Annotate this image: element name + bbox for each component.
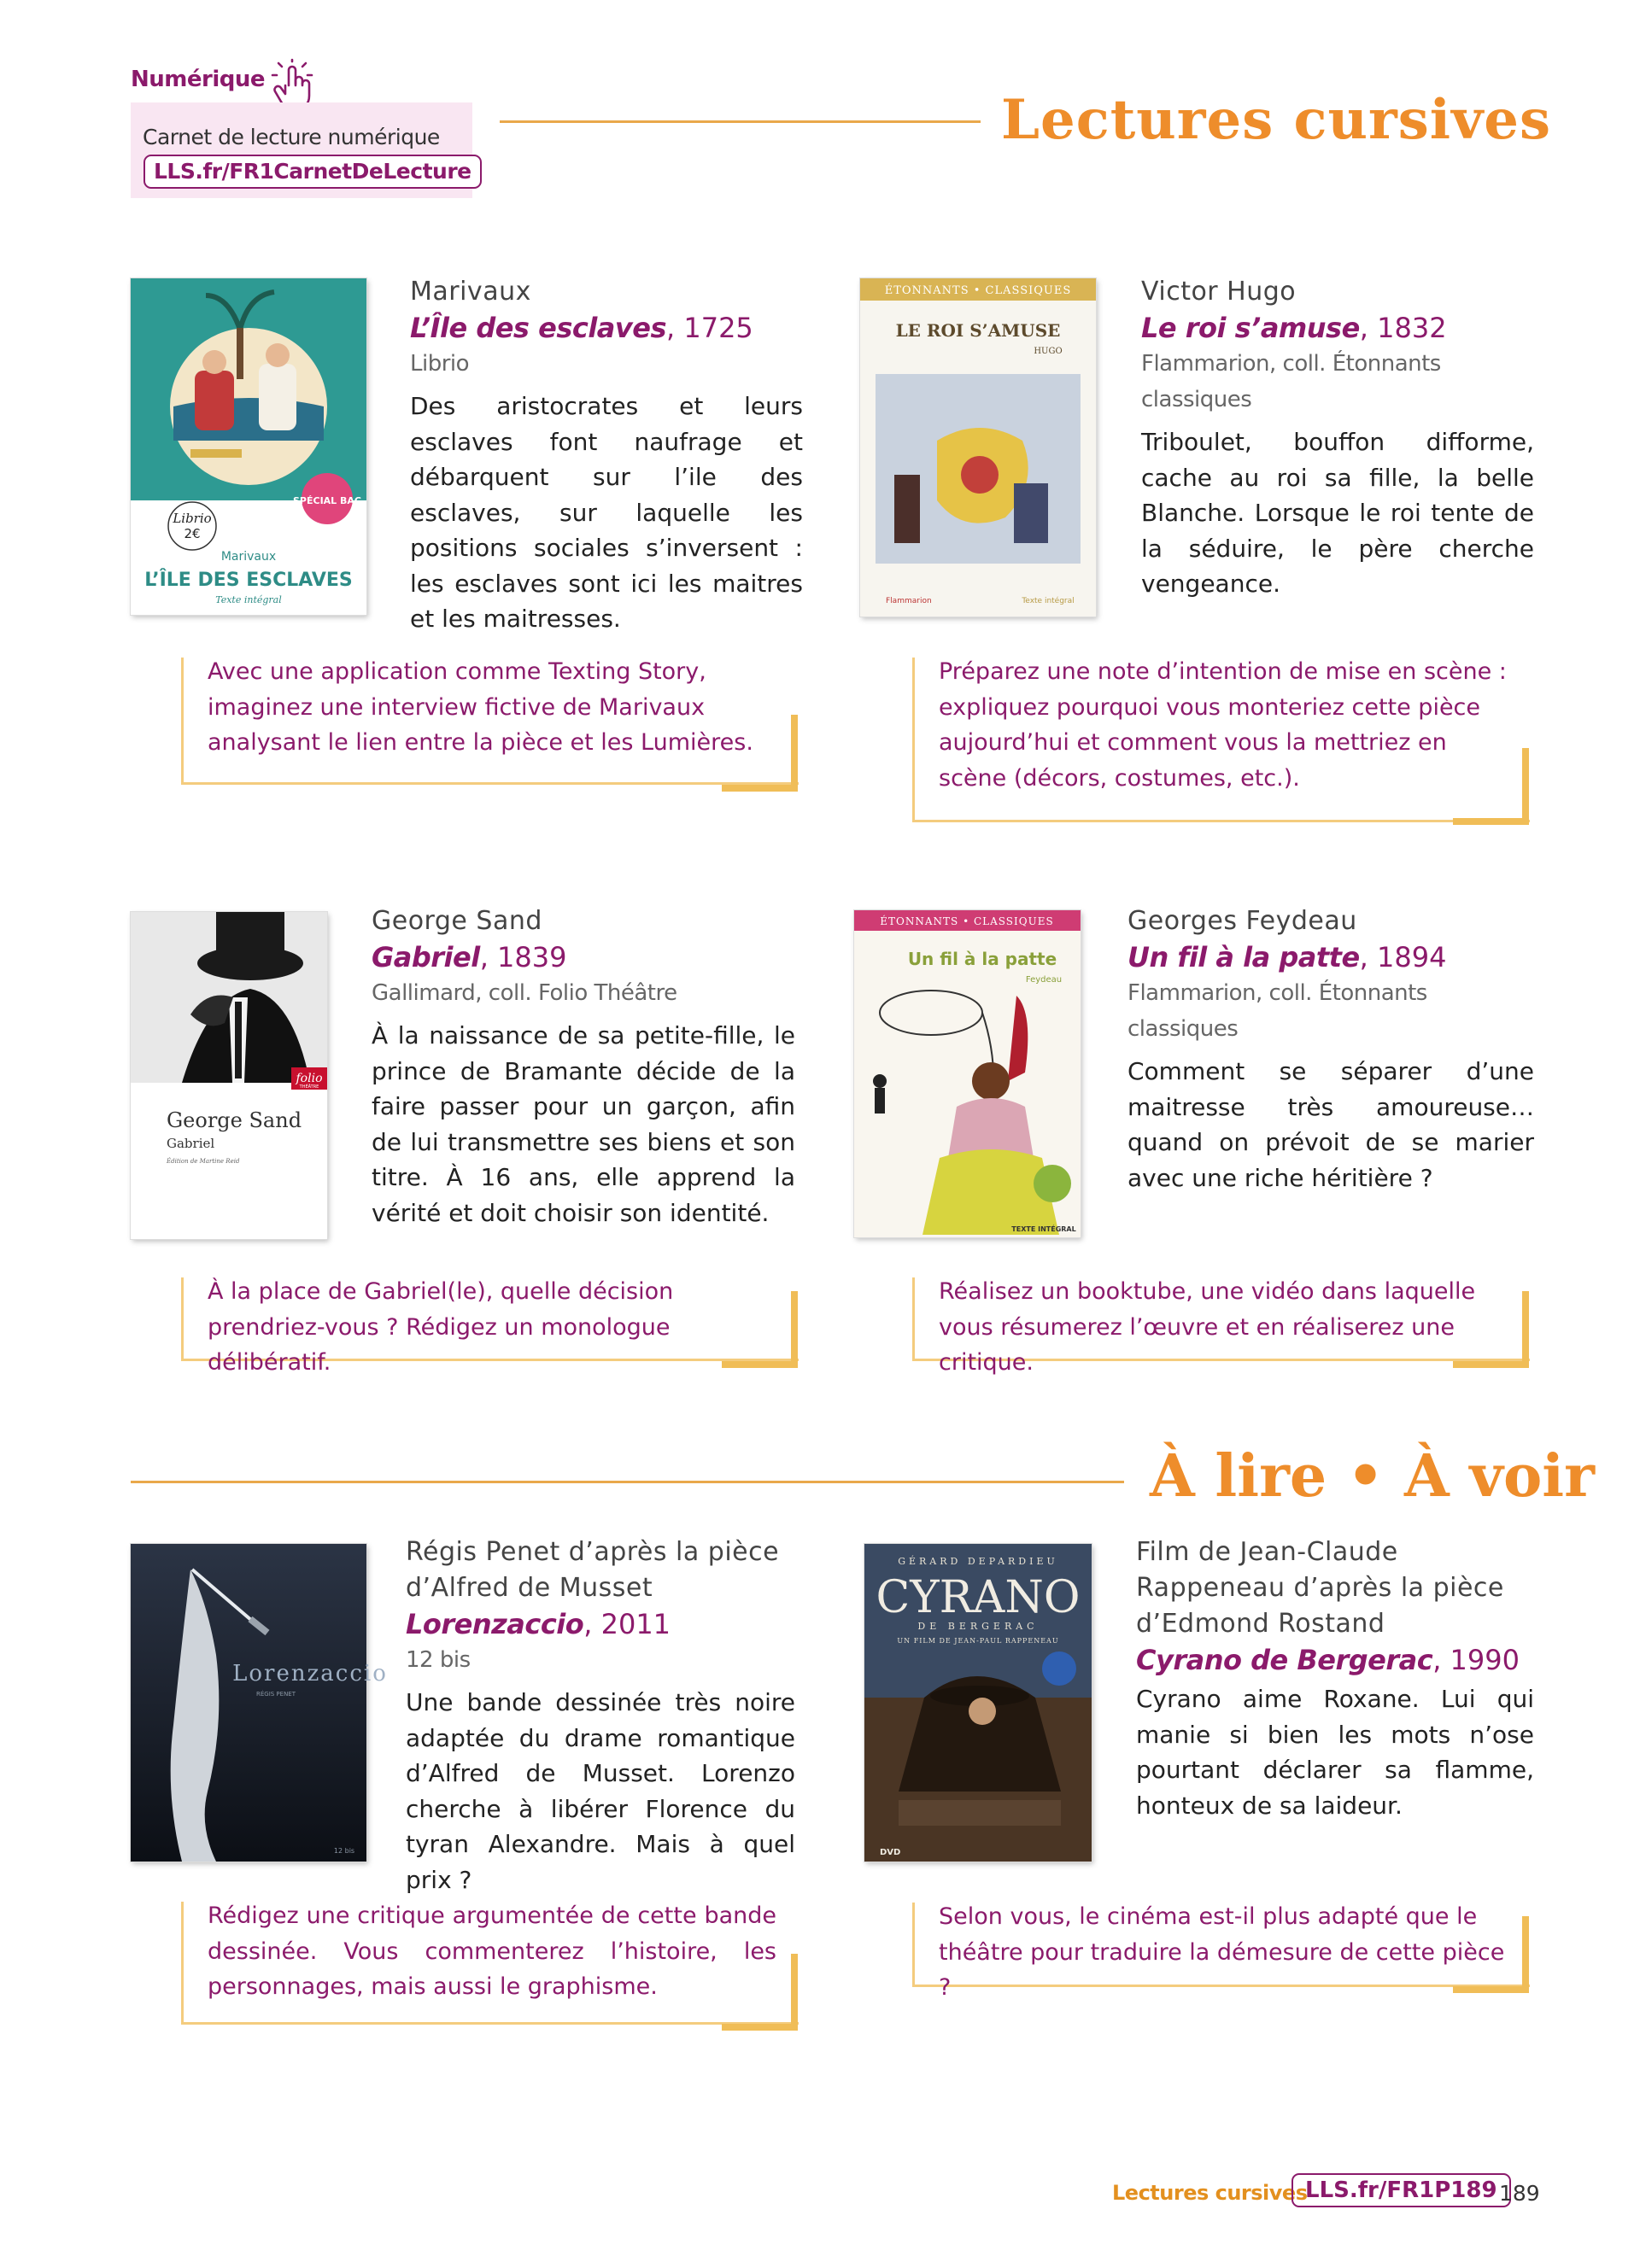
- cover1-subtitle: Texte intégral: [215, 594, 282, 605]
- book-description: Cyrano aime Roxane. Lui qui manie si bien les mots n’ose pourtant déclarer sa flamme, honteux de sa laideur.: [1136, 1685, 1534, 1820]
- book-publisher: 12 bis: [406, 1647, 471, 1673]
- cover4-edition: TEXTE INTÉGRAL: [1011, 1225, 1076, 1233]
- cover5-publisher: 12 bis: [333, 1847, 355, 1855]
- book-author: Victor Hugo: [1141, 277, 1297, 307]
- book-publisher: Flammarion, coll. Étonnants classiques: [1128, 980, 1427, 1042]
- cover1-badge: SPÉCIAL BAC: [293, 495, 361, 506]
- book-year: , 1832: [1359, 312, 1447, 344]
- book-description: Triboulet, bouffon difforme, cache au roi sa fille, la belle Blanche. Lorsque le roi tente de la séduire, le père cherche vengeance.: [1141, 428, 1534, 598]
- book-title: Un fil à la patte: [1128, 941, 1360, 973]
- book-year: , 1725: [666, 312, 753, 344]
- book-publisher: Librio: [410, 351, 470, 377]
- page-number: 189: [1499, 2181, 1540, 2206]
- section-title-lectures: Lectures cursives: [1001, 88, 1552, 152]
- book-title-line: [1136, 1642, 1534, 1678]
- footer-section-label: Lectures cursives: [1112, 2181, 1308, 2205]
- cover3-editor: Édition de Martine Reid: [167, 1158, 240, 1165]
- book-author: Georges Feydeau: [1128, 906, 1357, 936]
- activity-corner: [1522, 1916, 1529, 1993]
- cover6-title: CYRANO: [876, 1572, 1081, 1623]
- book-cover-gabriel: [131, 912, 327, 1239]
- book-cover-lorenzaccio: [131, 1544, 388, 1862]
- book-description: Une bande dessinée très noire adaptée du drame romantique d’Alfred de Musset. Lorenzo cherche à libérer Florence du tyran Alexandre. Mais à quel prix ?: [406, 1688, 795, 1894]
- book-title-line: [406, 1606, 795, 1642]
- digital-notebook-label: Carnet de lecture numérique: [143, 125, 440, 149]
- activity-text-1: Avec une application comme Texting Story, imaginez une interview fictive de Marivaux analysant le lien entre la pièce et les Lumières.: [208, 658, 753, 756]
- cover3-author: George Sand: [167, 1108, 302, 1132]
- book-title-line: [372, 939, 795, 975]
- activity-text-3: À la place de Gabriel(le), quelle décision prendriez-vous ? Rédigez un monologue délibératif.: [208, 1278, 674, 1376]
- cover2-publisher: Flammarion: [886, 597, 932, 605]
- cover5-credit: RÉGIS PENET: [255, 1691, 296, 1698]
- book-title: Lorenzaccio: [406, 1608, 584, 1640]
- cover1-brand: Librio: [173, 511, 212, 526]
- cover3-brand-sub: THÉÂTRE: [299, 1084, 319, 1090]
- activity-corner: [1453, 818, 1529, 825]
- activity-text-6: Selon vous, le cinéma est-il plus adapté que le théâtre pour traduire la démesure de cette pièce ?: [939, 1903, 1505, 2001]
- book-title-line: [1141, 310, 1534, 346]
- book-description: Des aristocrates et leurs esclaves font naufrage et débarquent sur l’ile des esclaves, sur laquelle les positions sociales s’inversent : les esclaves sont ici les maitres et les maitresses.: [410, 392, 803, 633]
- cover3-brand: folio: [296, 1072, 323, 1085]
- section-title-a-lire-a-voir: À lire • À voir: [1150, 1442, 1595, 1511]
- book-author: Marivaux: [410, 277, 531, 307]
- book-cover-ile-des-esclaves: [131, 278, 366, 615]
- cover1-author: Marivaux: [220, 550, 277, 564]
- book-publisher: Gallimard, coll. Folio Théâtre: [372, 980, 677, 1006]
- book-description: Comment se séparer d’une maitresse très amoureuse… quand on prévoit de se marier avec une riche héritière ?: [1128, 1057, 1534, 1192]
- cover1-price: 2€: [184, 526, 201, 541]
- activity-text-5: Rédigez une critique argumentée de cette bande dessinée. Vous commenterez l’histoire, les personnages, mais aussi le graphisme.: [208, 1903, 776, 2000]
- cover6-actor: GÉRARD DEPARDIEU: [898, 1556, 1058, 1567]
- book-title-line: [1128, 939, 1534, 975]
- cover6-director: UN FILM DE JEAN-PAUL RAPPENEAU: [897, 1637, 1059, 1645]
- book-title-line: [410, 310, 803, 346]
- book-info-cyrano: [1136, 1534, 1534, 1823]
- cover2-edition: Texte intégral: [1022, 597, 1075, 605]
- book-year: , 1894: [1359, 941, 1447, 973]
- cover6-subtitle: DE BERGERAC: [917, 1621, 1039, 1632]
- activity-text-2: Préparez une note d’intention de mise en scène : expliquez pourquoi vous monteriez cette pièce aujourd’hui et comment vous la mettriez en scène (décors, costumes, etc.).: [939, 658, 1507, 792]
- activity-corner: [791, 715, 798, 792]
- book-author: George Sand: [372, 906, 542, 936]
- cover2-author: HUGO: [1034, 347, 1063, 356]
- book-year: , 1839: [479, 941, 567, 973]
- book-title: Gabriel: [372, 941, 480, 973]
- book-cover-fil-a-la-patte: [854, 910, 1081, 1237]
- book-info-ile-des-esclaves: [410, 274, 803, 637]
- cover2-title: LE ROI S’AMUSE: [895, 320, 1061, 341]
- book-publisher: Flammarion, coll. Étonnants classiques: [1141, 351, 1441, 412]
- title-rule: [500, 120, 981, 123]
- cover4-title: Un fil à la patte: [907, 949, 1057, 969]
- activity-corner: [791, 1954, 798, 2031]
- book-info-gabriel: [372, 903, 795, 1230]
- book-author: Film de Jean-Claude Rappeneau d’après la pièce d’Edmond Rostand: [1136, 1537, 1504, 1639]
- dvd-cover-cyrano: [864, 1544, 1092, 1862]
- book-title: Le roi s’amuse: [1141, 312, 1360, 344]
- cover4-author: Feydeau: [1025, 975, 1063, 985]
- book-info-fil-a-la-patte: [1128, 903, 1534, 1195]
- book-author: Régis Penet d’après la pièce d’Alfred de Musset: [406, 1537, 780, 1603]
- book-title: L’Île des esclaves: [410, 312, 666, 344]
- cover5-title: Lorenzaccio: [232, 1661, 388, 1686]
- cover4-series: ÉTONNANTS • CLASSIQUES: [880, 915, 1054, 927]
- book-title: Cyrano de Bergerac: [1136, 1644, 1433, 1676]
- book-info-lorenzaccio: [406, 1534, 795, 1897]
- book-year: , 1990: [1432, 1644, 1520, 1676]
- numerique-label: Numérique: [131, 67, 265, 92]
- section2-rule: [131, 1481, 1124, 1483]
- footer-link[interactable]: LLS.fr/FR1P189: [1292, 2173, 1511, 2207]
- digital-notebook-link[interactable]: LLS.fr/FR1CarnetDeLecture: [144, 155, 482, 189]
- book-year: , 2011: [583, 1608, 671, 1640]
- activity-corner: [791, 1291, 798, 1368]
- book-info-roi-s-amuse: [1141, 274, 1534, 602]
- cover6-format: DVD: [880, 1848, 901, 1857]
- activity-corner: [722, 785, 798, 792]
- cover1-title: L’ÎLE DES ESCLAVES: [144, 570, 353, 591]
- cover3-title: Gabriel: [167, 1136, 215, 1151]
- activity-corner: [1522, 1291, 1529, 1368]
- cover2-series: ÉTONNANTS • CLASSIQUES: [884, 284, 1072, 297]
- book-description: À la naissance de sa petite-fille, le prince de Bramante décide de la faire passer pour un garçon, afin de lui transmettre ses biens et son titre. À 16 ans, elle apprend la vérité et doit choisir son identité.: [372, 1021, 795, 1227]
- book-cover-roi-s-amuse: [860, 278, 1096, 617]
- activity-corner: [1522, 748, 1529, 825]
- activity-text-4: Réalisez un booktube, une vidéo dans laquelle vous résumerez l’œuvre et en réaliserez une critique.: [939, 1278, 1476, 1376]
- activity-corner: [722, 2024, 798, 2031]
